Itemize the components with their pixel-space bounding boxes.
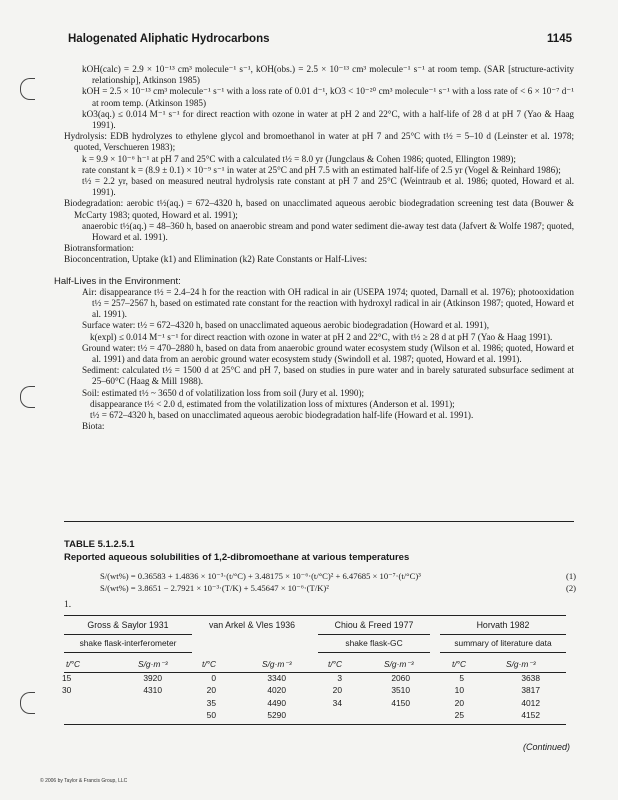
- column-t-gross: [62, 672, 82, 697]
- body-paragraph: Biotransformation:: [64, 243, 134, 254]
- binder-hole-mark: [20, 386, 35, 408]
- body-paragraph: kO3(aq.) ≤ 0.014 M⁻¹ s⁻¹ for direct reaction with ozone in water at pH 2 and 22°C, with a half-life of 28 d at pH 7 (Yao & Haag 1991).: [82, 108, 574, 131]
- column-s-gross: [130, 672, 162, 697]
- table-label: TABLE 5.1.2.5.1: [64, 539, 135, 550]
- table-cell-t: 0: [211, 673, 216, 683]
- column-header-s: S/g·m⁻³: [506, 659, 536, 669]
- table-cell-t: 20: [206, 685, 216, 696]
- column-header-s: S/g·m⁻³: [138, 659, 168, 669]
- body-paragraph: disappearance t½ < 2.0 d, estimated from the volatilization loss of mixtures (Anderson et al. 1991);: [90, 398, 455, 409]
- group-rule: [64, 634, 192, 635]
- group-rule: [440, 634, 566, 635]
- column-t-horvath: [446, 672, 464, 721]
- binder-hole-mark: [20, 692, 35, 714]
- body-paragraph: Biodegradation: aerobic t½(aq.) = 672–4320 h, based on unacclimated aqueous aerobic biodegradation screening test data (Bouwer & McCarty 1983; quoted, Howard et al. 1991);: [64, 198, 574, 220]
- table-cell-s: 4152: [521, 709, 540, 720]
- table-cell-t: 35: [206, 697, 216, 708]
- body-paragraph: rate constant k = (8.9 ± 0.1) × 10⁻⁹ s⁻¹ in water at 25°C and pH 7.5 with an estimated half-life of 2.5 yr (Vogel & Reinhard 1986);: [82, 164, 561, 175]
- body-paragraph: t½ = 672–4320 h, based on unacclimated aqueous aerobic biodegradation half-life (Howard et al. 1991).: [90, 410, 474, 421]
- table-cell-s: 5290: [267, 709, 286, 720]
- table-cell-t: 20: [332, 685, 342, 696]
- table-cell-s: 2060: [391, 673, 410, 683]
- table-cell-s: 3340: [267, 673, 286, 683]
- table-cell-s: 4012: [521, 697, 540, 708]
- table-cell-s: 3510: [391, 685, 410, 696]
- section-rule: [64, 521, 574, 522]
- group-method: shake flask-interferometer: [79, 638, 177, 648]
- group-author-chiou-freed: Chiou & Freed 1977: [334, 620, 414, 630]
- table-cell-t: 30: [62, 685, 72, 696]
- body-paragraph: Ground water: t½ = 470–2880 h, based on data from anaerobic ground water ecosystem study (Wilson et al. 1986; quoted, Howard et al. 1991) and data from an aerobic ground water ecosystem study (Swindoll et al. 1987; quoted, Howard et al. 1991).: [82, 342, 574, 365]
- group-method: summary of literature data: [454, 638, 552, 648]
- column-s-chiou: [374, 672, 410, 709]
- equation-number: (2): [565, 583, 576, 593]
- table-cell-s: 4150: [391, 697, 410, 708]
- group-method: shake flask-GC: [345, 638, 403, 648]
- group-author-horvath: Horvath 1982: [476, 620, 530, 630]
- body-paragraph: kOH(calc) = 2.9 × 10⁻¹³ cm³ molecule⁻¹ s⁻¹, kOH(obs.) = 2.5 × 10⁻¹³ cm³ molecule⁻¹ s⁻¹ at room temp. (SAR [structure-activity relationship], Atkinson 1985): [82, 64, 574, 86]
- section-heading: Half-Lives in the Environment:: [54, 275, 181, 287]
- column-t-van-arkel: [198, 672, 216, 721]
- page-number: 1145: [547, 33, 572, 45]
- equations: [100, 570, 576, 594]
- body-paragraph: Bioconcentration, Uptake (k1) and Elimination (k2) Rate Constants or Half-Lives:: [64, 254, 368, 265]
- equation-text: S/(wt%) = 0.36583 + 1.4836 × 10⁻³·(t/°C) + 3.48175 × 10⁻⁶·(t/°C)² + 6.47685 × 10⁻⁷·(t/°C)³: [100, 571, 421, 581]
- group-author-van-arkel-vles: van Arkel & Vles 1936: [208, 620, 296, 630]
- body-paragraph: Sediment: calculated t½ = 1500 d at 25°C and pH 7, based on studies in pure water and in barely saturated subsurface sediment at 25–60°C (Haag & Mill 1988).: [82, 365, 574, 387]
- equation-1: [100, 570, 576, 582]
- running-header-title: Halogenated Aliphatic Hydrocarbons: [68, 33, 270, 45]
- body-paragraph: Biota:: [82, 421, 105, 432]
- table-cell-s: 3817: [521, 685, 540, 696]
- column-header-t: t/°C: [66, 659, 81, 669]
- table-cell-t: 50: [206, 709, 216, 720]
- table-cell-s: 4020: [267, 685, 286, 696]
- body-paragraph: kOH = 2.5 × 10⁻¹³ cm³ molecule⁻¹ s⁻¹ with a loss rate of 0.01 d⁻¹, kO3 < 10⁻²⁰ cm³ molecule⁻¹ s⁻¹ with a loss rate of < 6 × 10⁻⁷ d⁻¹ at room temp. (Atkinson 1985): [82, 86, 574, 108]
- table-cell-t: 25: [454, 709, 464, 720]
- group-rule: [318, 652, 430, 653]
- column-header-s: S/g·m⁻³: [262, 659, 292, 669]
- column-s-van-arkel: [250, 672, 286, 721]
- table-note: 1.: [64, 600, 72, 610]
- column-header-s: S/g·m⁻³: [384, 659, 414, 669]
- table-cell-t: 15: [62, 673, 72, 683]
- table-cell-s: 4490: [267, 697, 286, 708]
- table-cell-t: 10: [454, 685, 464, 696]
- group-rule: [318, 634, 430, 635]
- equation-text: S/(wt%) = 3.8651 − 2.7921 × 10⁻³·(T/K) + 5.45647 × 10⁻⁶·(T/K)²: [100, 583, 329, 593]
- body-paragraph: Hydrolysis: EDB hydrolyzes to ethylene glycol and bromoethanol in water at pH 7 and 25°C with t½ = 5–10 d (Leinster et al. 1978; quoted, Verschueren 1983);: [64, 131, 574, 153]
- column-header-t: t/°C: [452, 659, 467, 669]
- body-text: [54, 64, 574, 433]
- equation-number: (1): [565, 571, 576, 581]
- table-top-rule: [64, 615, 566, 616]
- table-cell-s: 4310: [143, 685, 162, 696]
- column-header-t: t/°C: [202, 659, 217, 669]
- table-bottom-rule: [64, 724, 566, 725]
- body-paragraph: Surface water: t½ = 672–4320 h, based on unacclimated aqueous aerobic biodegradation (Howard et al. 1991),: [82, 320, 489, 331]
- table-cell-t: 34: [332, 697, 342, 708]
- body-paragraph: Soil: estimated t½ ~ 3650 d of volatilization loss from soil (Jury et al. 1990);: [82, 387, 365, 398]
- column-s-horvath: [504, 672, 540, 721]
- equation-2: [100, 582, 576, 594]
- group-rule: [440, 652, 566, 653]
- table-cell-t: 5: [459, 673, 464, 683]
- copyright-footer: © 2006 by Taylor & Francis Group, LLC: [40, 778, 128, 784]
- table-title: [64, 538, 409, 564]
- continued-note: (Continued): [522, 742, 570, 752]
- body-paragraph: Air: disappearance t½ = 2.4–24 h for the reaction with OH radical in air (USEPA 1974; quoted, Darnall et al. 1976); photooxidation t½ = 257–2567 h, based on estimated rate constant for the reaction with hydroxyl radical in air (Atkinson 1987; quoted, Howard et al. 1991).: [82, 286, 574, 320]
- group-rule: [64, 652, 192, 653]
- body-paragraph: t½ = 2.2 yr, based on measured neutral hydrolysis rate constant at pH 7 and 25°C (Weintraub et al. 1986; quoted, Howard et al. 1991).: [82, 176, 574, 198]
- paragraph-gap: [64, 266, 574, 276]
- table-cell-t: 3: [337, 673, 342, 683]
- body-paragraph: anaerobic t½(aq.) = 48–360 h, based on anaerobic stream and pond water sediment die-away test data (Jafvert & Wolfe 1987; quoted, Howard et al. 1991).: [82, 220, 574, 243]
- column-header-t: t/°C: [328, 659, 343, 669]
- table-caption: Reported aqueous solubilities of 1,2-dibromoethane at various temperatures: [64, 552, 410, 563]
- column-t-chiou: [326, 672, 342, 709]
- binder-hole-mark: [20, 78, 35, 100]
- table-cell-s: 3638: [521, 673, 540, 683]
- table-cell-t: 20: [454, 697, 464, 708]
- table-cell-s: 3920: [143, 673, 162, 683]
- group-author-gross-saylor: Gross & Saylor 1931: [87, 620, 169, 630]
- body-paragraph: k = 9.9 × 10⁻⁶ h⁻¹ at pH 7 and 25°C with a calculated t½ = 8.0 yr (Jungclaus & Cohen 1986; quoted, Ellington 1989);: [82, 153, 516, 164]
- body-paragraph: k(expl) ≤ 0.014 M⁻¹ s⁻¹ for direct reaction with ozone in water at pH 2 and 22°C, with t½ ≥ 28 d at pH 7 (Yao & Haag 1991).: [90, 331, 553, 342]
